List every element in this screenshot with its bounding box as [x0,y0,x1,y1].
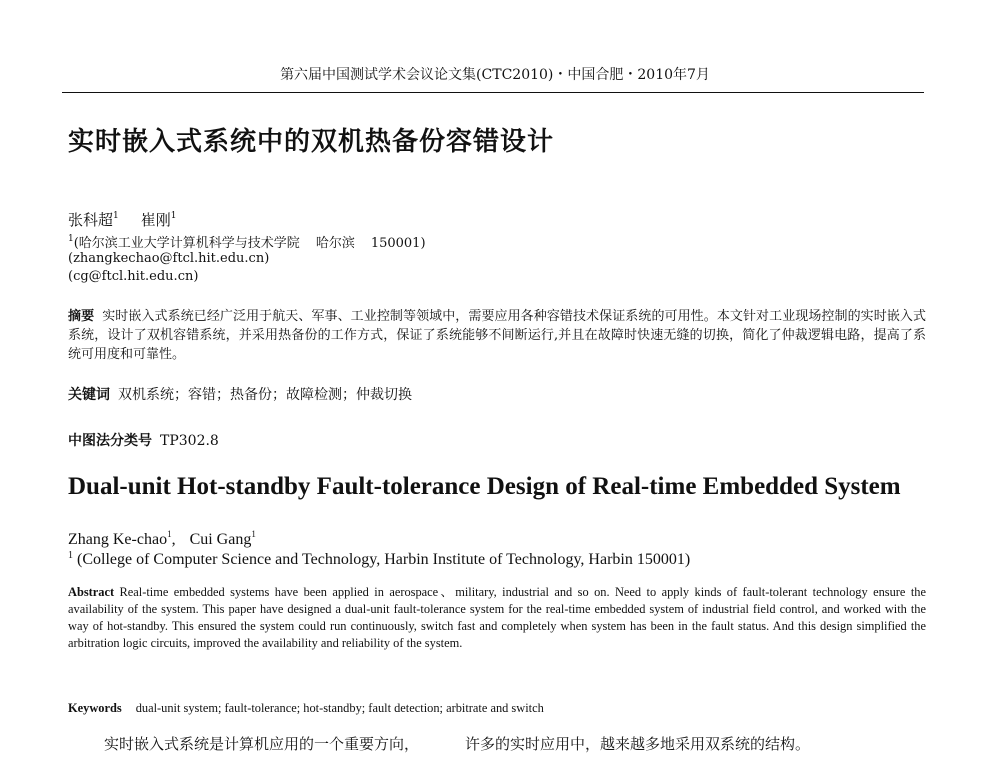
abstract-label: 摘要 [68,309,95,324]
abstract-english [68,584,926,652]
abstract-text: Real-time embedded systems have been applied in aerospace、military, industrial and so on. Need to apply kinds of fault-tolerant technology ensure the availability of the system. This paper have designed a dual-unit fault-tolerance system for the real-time embedded system of industrial field control, and worked with the way of hot-standby. This ensured the system could run continuously, switch fast and completely when system has been in the fault status. And this design simplified the arbitration logic circuits, improved the availability and reliability of the system. [68,585,926,650]
author-affiliation-mark: 1 [113,211,119,221]
abstract-label: Abstract [68,585,115,599]
affiliation-text: (College of Computer Science and Technology, Harbin Institute of Technology, Harbin 150001) [77,551,691,568]
clc-value: TP302.8 [160,433,219,449]
header-rule [62,92,924,93]
author-name: 崔刚 [140,211,171,229]
keywords-english [68,700,544,717]
affiliation-mark: 1 [68,550,73,561]
author-name: Zhang Ke-chao [68,531,168,548]
author-name: Cui Gang [189,531,252,548]
author-affiliation-mark: 1 [167,529,172,539]
body-text: 许多的实时应用中，越来越多地采用双系统的结构。 [465,735,811,753]
classification-number [68,432,219,450]
abstract-text: 实时嵌入式系统已经广泛用于航天、军事、工业控制等领域中，需要应用各种容错技术保证系统的可用性。本文针对工业现场控制的实时嵌入式系统，设计了双机容错系统，并采用热备份的工作方式，保证了系统能够不间断运行,并且在故障时快速无缝的切换，简化了仲裁逻辑电路，提高了系统可用度和可靠性。 [68,309,926,362]
clc-label: 中图法分类号 [68,433,152,449]
affiliation-chinese [68,231,426,252]
author-affiliation-mark: 1 [170,211,177,221]
keywords-text: dual-unit system; fault-tolerance; hot-standby; fault detection; arbitrate and switch [135,701,544,715]
running-head: 第六届中国测试学术会议论文集(CTC2010)・中国合肥・2010年7月 [280,67,710,83]
affiliation-mark: 1 [68,234,74,244]
author-separator: , [171,531,176,548]
keywords-label: Keywords [68,701,122,715]
title-chinese: 实时嵌入式系统中的双机热备份容错设计 [68,127,555,157]
author-email: (zhangkechao@ftcl.hit.edu.cn) [68,251,270,266]
affiliation-org: (哈尔滨工业大学计算机科学与技术学院 [73,236,300,251]
author-affiliation-mark: 1 [251,529,256,539]
affiliation-city: 哈尔滨 [315,236,355,251]
affiliation-english [68,546,690,570]
author-email: (cg@ftcl.hit.edu.cn) [68,269,199,284]
author-name: 张科超 [68,211,114,229]
keywords-text: 双机系统；容错；热备份；故障检测；仲裁切换 [118,387,412,403]
authors-chinese [68,207,177,229]
keywords-label: 关键词 [68,387,110,403]
body-text: 实时嵌入式系统是计算机应用的一个重要方向， [104,735,420,753]
title-english: Dual-unit Hot-standby Fault-tolerance Design of Real-time Embedded System [68,473,901,500]
body-text-first-line [104,734,810,754]
affiliation-postcode: 150001) [370,236,426,251]
keywords-chinese [68,386,412,404]
abstract-chinese [68,307,926,364]
